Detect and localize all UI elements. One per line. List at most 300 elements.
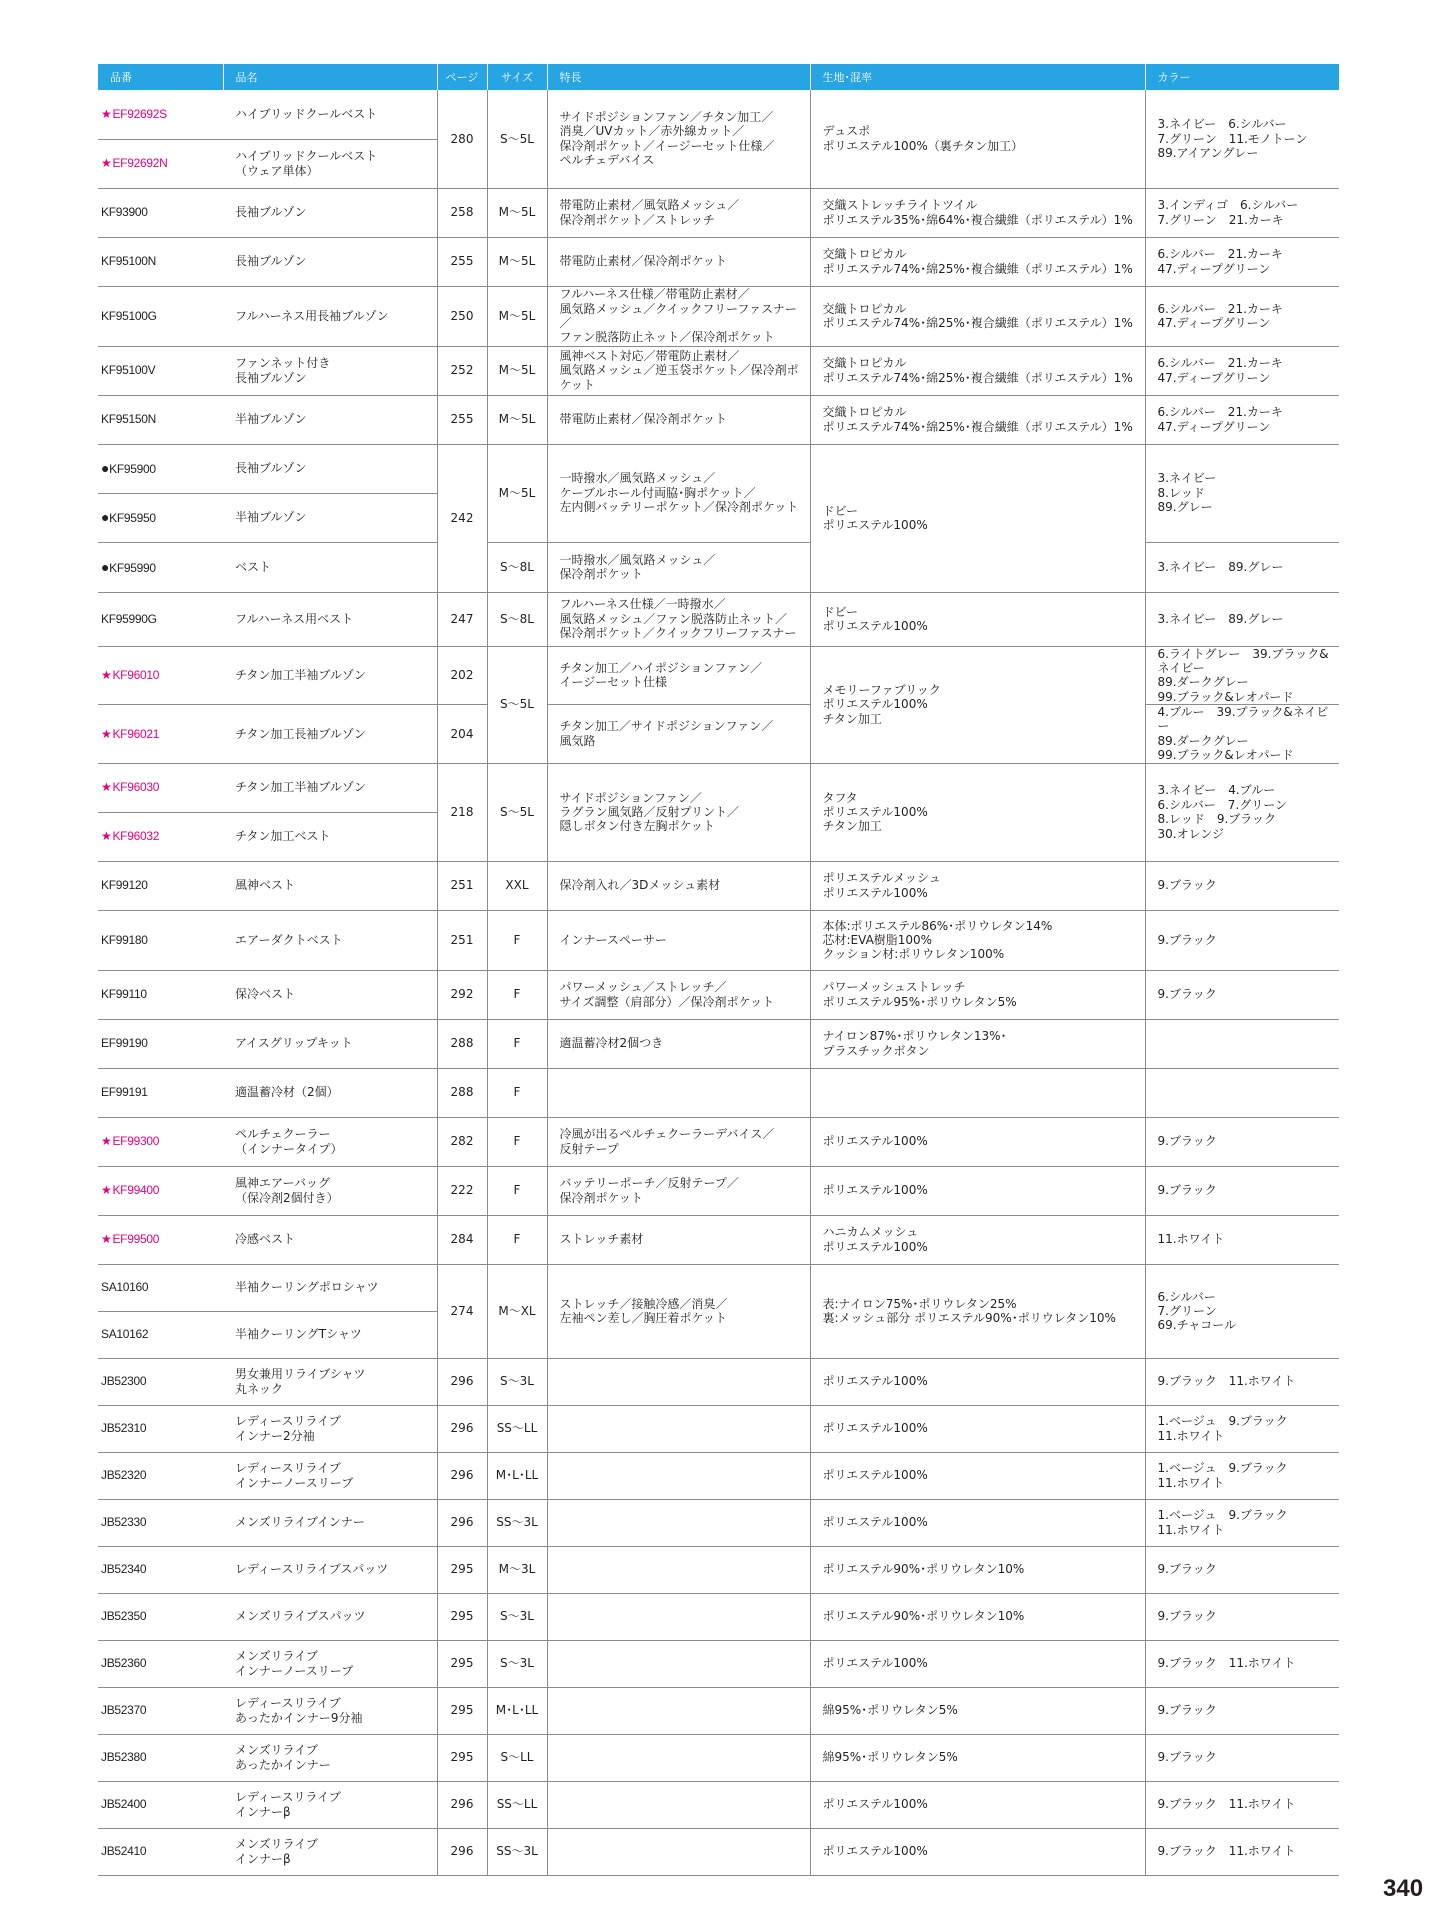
material xyxy=(810,1828,1145,1875)
product-code xyxy=(98,1781,223,1828)
page-ref-text: 288 xyxy=(450,1036,474,1051)
table-row xyxy=(98,1215,1339,1264)
table-row xyxy=(98,188,1339,237)
colors-text: 3.インディゴ 6.シルバー 7.グリーン 21.カーキ xyxy=(1157,198,1299,227)
product-code-text: EF99191 xyxy=(101,1085,148,1100)
size-range xyxy=(487,1215,547,1264)
page-ref xyxy=(437,1405,487,1452)
features xyxy=(547,1546,810,1593)
material xyxy=(810,1640,1145,1687)
page-ref xyxy=(437,763,487,861)
size-range-text: S～8L xyxy=(500,559,534,574)
material xyxy=(810,237,1145,286)
table-row xyxy=(98,286,1339,346)
material xyxy=(810,286,1145,346)
product-code xyxy=(98,646,223,705)
colors xyxy=(1145,90,1339,188)
product-code xyxy=(98,970,223,1019)
product-name-text: レディースリライブ インナーノースリーブ xyxy=(235,1461,354,1490)
product-name xyxy=(223,542,437,592)
material-text: ドビー ポリエステル100% xyxy=(822,604,928,633)
material-text: ポリエステル100% xyxy=(822,1183,928,1198)
product-code-text: JB52370 xyxy=(101,1703,147,1718)
product-code xyxy=(98,1264,223,1311)
size-range-text: M～XL xyxy=(498,1303,536,1318)
table-row xyxy=(98,592,1339,646)
product-code-text: KF99180 xyxy=(101,932,148,947)
material xyxy=(810,1117,1145,1166)
product-name xyxy=(223,646,437,705)
features xyxy=(547,763,810,861)
features xyxy=(547,1215,810,1264)
product-code-text: KF93900 xyxy=(101,205,148,220)
size-range-text: S～5L xyxy=(500,804,534,819)
size-range xyxy=(487,1264,547,1358)
colors xyxy=(1145,970,1339,1019)
product-code-text: JB52320 xyxy=(101,1468,147,1483)
dot-mark-icon: ● xyxy=(101,460,110,477)
product-code-text: SA10162 xyxy=(101,1327,149,1342)
size-range xyxy=(487,1499,547,1546)
product-name-text: アイスグリップキット xyxy=(235,1036,353,1051)
material-text: ポリエステル100% xyxy=(822,1844,928,1859)
product-code xyxy=(98,1546,223,1593)
colors-text: 9.ブラック xyxy=(1157,987,1217,1002)
material xyxy=(810,1358,1145,1405)
colors-text: 9.ブラック xyxy=(1157,1750,1217,1765)
page-ref xyxy=(437,286,487,346)
product-code xyxy=(98,705,223,764)
page-ref-text: 288 xyxy=(450,1085,474,1100)
product-name xyxy=(223,90,437,139)
product-name-text: 半袖クーリングポロシャツ xyxy=(235,1280,379,1295)
header-page: ページ xyxy=(437,64,487,90)
size-range-text: S～8L xyxy=(500,611,534,626)
features-text: ストレッチ素材 xyxy=(559,1232,644,1247)
material-text: ポリエステル100% xyxy=(822,1468,928,1483)
colors xyxy=(1145,646,1339,705)
material-text: 交織トロピカル ポリエステル74%･綿25%･複合繊維（ポリエステル）1% xyxy=(822,356,1133,385)
material-text: ポリエステル100% xyxy=(822,1656,928,1671)
material xyxy=(810,444,1145,592)
colors-text: 3.ネイビー 8.レッド 89.グレー xyxy=(1157,471,1217,515)
page-ref xyxy=(437,188,487,237)
page-ref xyxy=(437,970,487,1019)
page-ref-text: 251 xyxy=(450,932,474,947)
material-text: ポリエステル100% xyxy=(822,1515,928,1530)
size-range xyxy=(487,1828,547,1875)
colors-text: 3.ネイビー 89.グレー xyxy=(1157,559,1284,574)
product-name xyxy=(223,346,437,395)
page-ref xyxy=(437,910,487,970)
page-ref xyxy=(437,1019,487,1068)
size-range xyxy=(487,444,547,542)
page-ref-text: 218 xyxy=(450,804,474,819)
page-ref xyxy=(437,1640,487,1687)
colors-text: 6.シルバー 21.カーキ 47.ディープグリーン xyxy=(1157,405,1283,434)
table-row xyxy=(98,763,1339,812)
features xyxy=(547,861,810,910)
colors-text: 11.ホワイト xyxy=(1157,1232,1225,1247)
size-range-text: SS～LL xyxy=(496,1421,538,1436)
material-text: ポリエステル90%･ポリウレタン10% xyxy=(822,1562,1025,1577)
page-ref xyxy=(437,1781,487,1828)
page-ref xyxy=(437,346,487,395)
features-text: 適温蓄冷材2個つき xyxy=(559,1036,664,1051)
table-row xyxy=(98,1117,1339,1166)
product-name-text: チタン加工半袖ブルゾン xyxy=(235,668,366,683)
product-code-text: JB52400 xyxy=(101,1797,147,1812)
product-name-text: ハイブリッドクールベスト （ウェア単体） xyxy=(235,149,378,178)
product-code xyxy=(98,910,223,970)
product-name xyxy=(223,1311,437,1358)
page-ref-text: 295 xyxy=(450,1750,474,1765)
table-row xyxy=(98,1828,1339,1875)
product-code-text: KF95900 xyxy=(109,462,156,477)
features-text: サイドポジションファン／ ラグラン風気路／反射プリント／ 隠しボタン付き左胸ポケット xyxy=(559,790,740,834)
page-ref-text: 274 xyxy=(450,1303,474,1318)
features xyxy=(547,188,810,237)
table-row xyxy=(98,395,1339,444)
material xyxy=(810,1215,1145,1264)
product-name xyxy=(223,286,437,346)
product-code-text: EF99500 xyxy=(112,1232,160,1247)
colors xyxy=(1145,861,1339,910)
size-range-text: S～3L xyxy=(500,1609,534,1624)
size-range-text: S～LL xyxy=(500,1750,534,1765)
table-row xyxy=(98,1640,1339,1687)
product-name xyxy=(223,1546,437,1593)
colors-text: 9.ブラック xyxy=(1157,1703,1217,1718)
product-code-text: KF96032 xyxy=(112,829,160,844)
product-name-text: フルハーネス用長袖ブルゾン xyxy=(235,308,389,323)
size-range xyxy=(487,395,547,444)
product-code xyxy=(98,1687,223,1734)
product-name xyxy=(223,910,437,970)
product-code xyxy=(98,139,223,188)
product-name-text: 長袖ブルゾン xyxy=(235,205,307,220)
header-code: 品番 xyxy=(98,64,223,90)
page-ref-text: 222 xyxy=(450,1183,474,1198)
colors-text: 6.シルバー 21.カーキ 47.ディープグリーン xyxy=(1157,356,1283,385)
features xyxy=(547,1358,810,1405)
colors-text: 3.ネイビー 4.ブルー 6.シルバー 7.グリーン 8.レッド 9.ブラック 30.オレンジ xyxy=(1157,783,1288,841)
size-range-text: F xyxy=(513,1183,521,1198)
colors xyxy=(1145,1405,1339,1452)
colors-text: 9.ブラック xyxy=(1157,1562,1217,1577)
features xyxy=(547,444,810,542)
features xyxy=(547,1068,810,1117)
product-name-text: チタン加工半袖ブルゾン xyxy=(235,780,366,795)
product-code-text: EF99190 xyxy=(101,1036,148,1051)
product-name-text: レディースリライブスパッツ xyxy=(235,1562,389,1577)
colors-text: 9.ブラック xyxy=(1157,932,1217,947)
size-range xyxy=(487,237,547,286)
table-row xyxy=(98,90,1339,139)
size-range-text: F xyxy=(513,932,521,947)
material xyxy=(810,1499,1145,1546)
product-code xyxy=(98,395,223,444)
product-code-text: EF99300 xyxy=(112,1134,160,1149)
size-range xyxy=(487,286,547,346)
product-name-text: ペルチェクーラー （インナータイプ） xyxy=(235,1127,343,1156)
dot-mark-icon: ● xyxy=(101,509,110,526)
product-name-text: チタン加工ベスト xyxy=(235,829,331,844)
material-text: 本体:ポリエステル86%･ポリウレタン14% 芯材:EVA樹脂100% クッション材:ポリウレタン100% xyxy=(822,918,1053,962)
product-name-text: メンズリライブインナー xyxy=(235,1515,365,1530)
product-name-text: 半袖クーリングTシャツ xyxy=(235,1327,362,1342)
star-mark-icon: ★ xyxy=(101,1134,112,1149)
product-name xyxy=(223,237,437,286)
page-ref-text: 296 xyxy=(450,1421,474,1436)
product-code xyxy=(98,1358,223,1405)
product-code xyxy=(98,493,223,542)
features xyxy=(547,1828,810,1875)
colors xyxy=(1145,1019,1339,1068)
colors xyxy=(1145,395,1339,444)
page-ref xyxy=(437,1499,487,1546)
product-code-text: JB52350 xyxy=(101,1609,147,1624)
features-text: 帯電防止素材／風気路メッシュ／ 保冷剤ポケット／ストレッチ xyxy=(559,198,740,227)
page-ref-text: 258 xyxy=(450,205,474,220)
page-ref-text: 255 xyxy=(450,412,474,427)
colors-text: 9.ブラック 11.ホワイト xyxy=(1157,1797,1296,1812)
material-text: ポリエステル100% xyxy=(822,1374,928,1389)
size-range-text: M～5L xyxy=(498,205,536,220)
colors xyxy=(1145,1117,1339,1166)
table-row xyxy=(98,1687,1339,1734)
features-text: 保冷剤入れ／3Dメッシュ素材 xyxy=(559,878,721,893)
header-size: サイズ xyxy=(487,64,547,90)
material-text: ポリエステル100% xyxy=(822,1134,928,1149)
size-range xyxy=(487,1019,547,1068)
page-ref-text: 242 xyxy=(450,510,474,525)
size-range-text: M～5L xyxy=(498,412,536,427)
material xyxy=(810,1019,1145,1068)
product-code xyxy=(98,542,223,592)
features-text: バッテリーポーチ／反射テープ／ 保冷剤ポケット xyxy=(559,1176,739,1205)
product-code xyxy=(98,1452,223,1499)
product-code-text: KF99120 xyxy=(101,878,148,893)
colors xyxy=(1145,1593,1339,1640)
features xyxy=(547,1781,810,1828)
size-range-text: SS～3L xyxy=(496,1844,538,1859)
features-text: 帯電防止素材／保冷剤ポケット xyxy=(559,254,727,269)
colors xyxy=(1145,1734,1339,1781)
page-ref-text: 295 xyxy=(450,1562,474,1577)
features xyxy=(547,1734,810,1781)
material-text: 交織トロピカル ポリエステル74%･綿25%･複合繊維（ポリエステル）1% xyxy=(822,405,1133,434)
product-code-text: SA10160 xyxy=(101,1280,149,1295)
product-code-text: KF95100N xyxy=(101,254,156,269)
size-range-text: F xyxy=(513,1232,521,1247)
colors xyxy=(1145,1781,1339,1828)
product-code xyxy=(98,188,223,237)
size-range-text: SS～LL xyxy=(496,1797,538,1812)
product-name-text: 男女兼用リライブシャツ 丸ネック xyxy=(235,1367,366,1396)
colors-text: 9.ブラック 11.ホワイト xyxy=(1157,1844,1296,1859)
material-text: 交織トロピカル ポリエステル74%･綿25%･複合繊維（ポリエステル）1% xyxy=(822,301,1133,330)
material xyxy=(810,861,1145,910)
product-table xyxy=(98,64,1339,1876)
table-row xyxy=(98,542,1339,592)
product-code-text: KF95100G xyxy=(101,308,157,323)
product-name xyxy=(223,812,437,861)
page-ref xyxy=(437,1264,487,1358)
size-range xyxy=(487,1640,547,1687)
colors xyxy=(1145,188,1339,237)
material xyxy=(810,646,1145,763)
product-code-text: KF99400 xyxy=(112,1183,160,1198)
colors-text: 9.ブラック 11.ホワイト xyxy=(1157,1374,1296,1389)
page-ref xyxy=(437,1117,487,1166)
product-name xyxy=(223,1593,437,1640)
star-mark-icon: ★ xyxy=(101,156,112,171)
product-code xyxy=(98,763,223,812)
material xyxy=(810,1166,1145,1215)
table-row xyxy=(98,1405,1339,1452)
size-range xyxy=(487,1734,547,1781)
product-name xyxy=(223,139,437,188)
table-row xyxy=(98,910,1339,970)
material xyxy=(810,1546,1145,1593)
features xyxy=(547,1499,810,1546)
page-ref xyxy=(437,1687,487,1734)
table-row xyxy=(98,1499,1339,1546)
size-range-text: S～5L xyxy=(500,697,534,712)
table-row xyxy=(98,1546,1339,1593)
page-ref-text: 282 xyxy=(450,1134,474,1149)
size-range xyxy=(487,188,547,237)
features-text: インナースペーサー xyxy=(559,932,667,947)
features xyxy=(547,1640,810,1687)
features xyxy=(547,286,810,346)
features xyxy=(547,705,810,764)
table-row xyxy=(98,444,1339,493)
features xyxy=(547,395,810,444)
product-code-text: JB52380 xyxy=(101,1750,147,1765)
colors xyxy=(1145,444,1339,542)
size-range xyxy=(487,861,547,910)
size-range-text: F xyxy=(513,1085,521,1100)
dot-mark-icon: ● xyxy=(101,558,110,575)
product-code-text: KF95100V xyxy=(101,363,156,378)
product-name xyxy=(223,1452,437,1499)
page-ref xyxy=(437,1734,487,1781)
material-text: メモリーファブリック ポリエステル100% チタン加工 xyxy=(822,682,941,726)
product-code xyxy=(98,1828,223,1875)
features-text: フルハーネス仕様／帯電防止素材／ 風気路メッシュ／クイックフリーファスナー／ ファン脱落防止ネット／保冷剤ポケット xyxy=(559,287,797,345)
product-name xyxy=(223,1640,437,1687)
page-ref xyxy=(437,861,487,910)
material xyxy=(810,910,1145,970)
features-text: 冷風が出るペルチェクーラーデバイス／ 反射テープ xyxy=(559,1127,775,1156)
table-row xyxy=(98,237,1339,286)
product-name-text: ハイブリッドクールベスト xyxy=(235,107,378,122)
features xyxy=(547,542,810,592)
colors-text: 3.ネイビー 89.グレー xyxy=(1157,611,1284,626)
product-code xyxy=(98,1405,223,1452)
product-code-text: KF96030 xyxy=(112,780,160,795)
colors xyxy=(1145,1546,1339,1593)
features-text: 一時撥水／風気路メッシュ／ 保冷剤ポケット xyxy=(559,552,716,581)
colors xyxy=(1145,286,1339,346)
product-code xyxy=(98,1215,223,1264)
page-ref-text: 247 xyxy=(450,611,474,626)
product-name-text: 長袖ブルゾン xyxy=(235,461,307,476)
product-code xyxy=(98,1019,223,1068)
colors xyxy=(1145,592,1339,646)
page-ref xyxy=(437,1593,487,1640)
size-range-text: S～5L xyxy=(500,131,534,146)
material-text: ポリエステル100% xyxy=(822,1421,928,1436)
features xyxy=(547,90,810,188)
features-text: フルハーネス仕様／一時撥水／ 風気路メッシュ／ファン脱落防止ネット／ 保冷剤ポケット／クイックフリーファスナー xyxy=(559,597,797,641)
page-number: 340 xyxy=(1383,1875,1424,1902)
colors xyxy=(1145,1687,1339,1734)
product-code xyxy=(98,444,223,493)
product-code xyxy=(98,1166,223,1215)
page-ref xyxy=(437,646,487,705)
product-name xyxy=(223,1687,437,1734)
product-name xyxy=(223,763,437,812)
features-text: チタン加工／サイドポジションファン／ 風気路 xyxy=(559,719,774,748)
material xyxy=(810,1068,1145,1117)
table-row xyxy=(98,346,1339,395)
colors-text: 9.ブラック xyxy=(1157,1609,1217,1624)
size-range xyxy=(487,1593,547,1640)
material-text: ハニカムメッシュ ポリエステル100% xyxy=(822,1225,928,1254)
product-name xyxy=(223,1499,437,1546)
features xyxy=(547,1405,810,1452)
page-ref-text: 296 xyxy=(450,1844,474,1859)
star-mark-icon: ★ xyxy=(101,668,112,683)
size-range-text: M～5L xyxy=(498,254,536,269)
material-text: ナイロン87%･ポリウレタン13%･ プラスチックボタン xyxy=(822,1029,1007,1058)
colors xyxy=(1145,346,1339,395)
product-code-text: KF96021 xyxy=(112,726,160,741)
colors xyxy=(1145,910,1339,970)
size-range-text: SS～3L xyxy=(496,1515,538,1530)
colors-text: 9.ブラック xyxy=(1157,878,1217,893)
product-code-text: JB52330 xyxy=(101,1515,147,1530)
size-range xyxy=(487,646,547,763)
product-name-text: 適温蓄冷材（2個） xyxy=(235,1085,339,1100)
colors xyxy=(1145,763,1339,861)
product-code-text: JB52410 xyxy=(101,1844,147,1859)
colors xyxy=(1145,1640,1339,1687)
product-name xyxy=(223,1734,437,1781)
star-mark-icon: ★ xyxy=(101,1232,112,1247)
page-ref-text: 204 xyxy=(450,726,474,741)
material xyxy=(810,1593,1145,1640)
material xyxy=(810,1405,1145,1452)
product-code-text: KF95950 xyxy=(109,511,156,526)
product-code xyxy=(98,286,223,346)
product-code-text: EF92692S xyxy=(112,107,167,122)
table-row xyxy=(98,1358,1339,1405)
table-row xyxy=(98,1593,1339,1640)
product-name xyxy=(223,970,437,1019)
product-code-text: KF95150N xyxy=(101,412,156,427)
size-range-text: M～5L xyxy=(498,308,536,323)
size-range-text: XXL xyxy=(505,878,529,893)
size-range xyxy=(487,592,547,646)
material xyxy=(810,592,1145,646)
features-text: 風神ベスト対応／帯電防止素材／ 風気路メッシュ／逆玉袋ポケット／保冷剤ポケット xyxy=(559,348,799,392)
size-range xyxy=(487,1781,547,1828)
product-name-text: フルハーネス用ベスト xyxy=(235,611,354,626)
